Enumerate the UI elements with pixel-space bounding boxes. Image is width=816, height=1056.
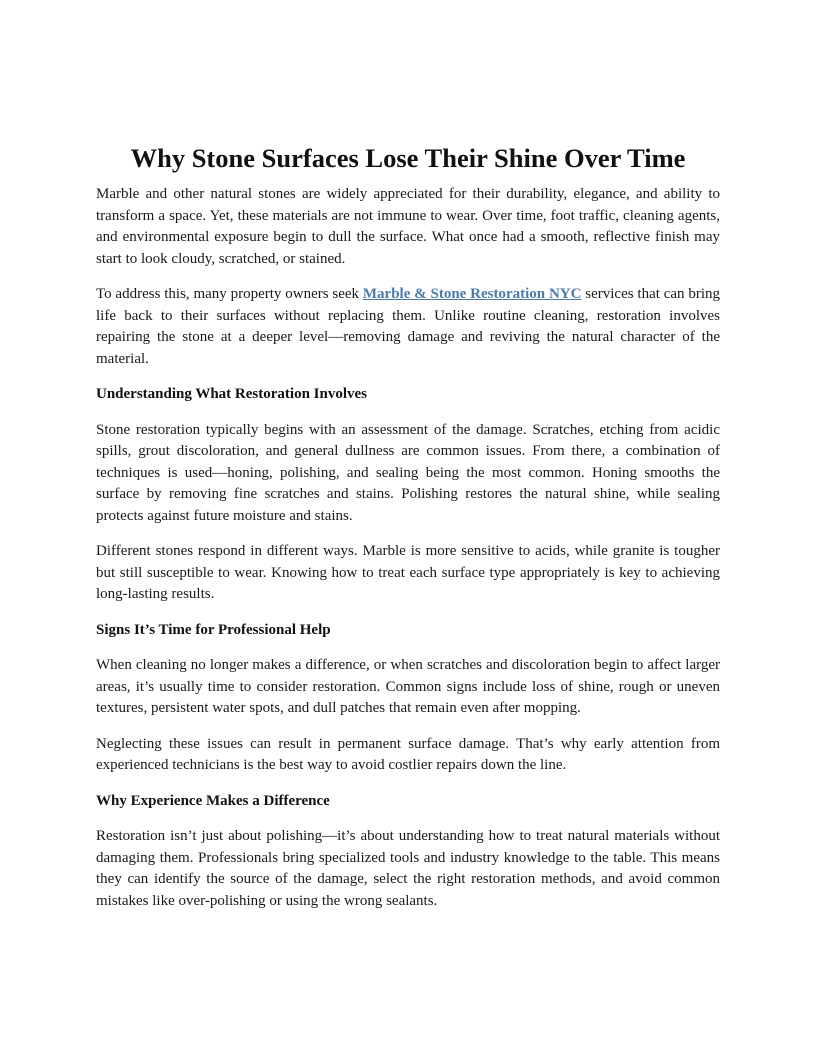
marble-stone-restoration-link[interactable]: Marble & Stone Restoration NYC (362, 286, 582, 302)
section2-paragraph-2: Neglecting these issues can result in permanent surface damage. That’s why early attention from experienced technicians is the best way to avoid costlier repairs down the line. (96, 735, 720, 773)
section-heading-experience: Why Experience Makes a Difference (96, 792, 330, 809)
intro-paragraph-1: Marble and other natural stones are widely appreciated for their durability, elegance, and ability to transform a space. Yet, these materials are not immune to wear. Over time, foot traffic, cleaning agents, and environmental exposure begin to dull the surface. What once had a smooth, reflective finish may start to look cloudy, scratched, or stained. (96, 186, 720, 267)
intro-paragraph-2-before: To address this, many property owners seek (96, 286, 363, 302)
section3-paragraph-1: Restoration isn’t just about polishing—it’s about understanding how to treat natural materials without damaging them. Professionals bring specialized tools and industry knowledge to the table. This means they can identify the source of the damage, select the right restoration methods, and avoid common mistakes like over-polishing or using the wrong sealants. (96, 828, 720, 909)
intro-paragraph-2 (96, 284, 720, 370)
document-page (96, 140, 720, 926)
section1-paragraph-2: Different stones respond in different ways. Marble is more sensitive to acids, while granite is tougher but still susceptible to wear. Knowing how to treat each surface type appropriately is key to achieving long-lasting results. (96, 543, 720, 602)
section-heading-restoration: Understanding What Restoration Involves (96, 386, 368, 402)
intro-paragraph-2-after: services that can bring life back to their surfaces without replacing them. Unlike routine cleaning, restoration involves repairing the stone at a deeper level—removing damage and reviving the natural character of the material. (96, 286, 721, 367)
section1-paragraph-1: Stone restoration typically begins with an assessment of the damage. Scratches, etching from acidic spills, grout discoloration, and general dullness are common issues. From there, a combination of techniques is used—honing, polishing, and sealing being the most common. Honing smooths the surface by removing fine scratches and stains. Polishing restores the natural shine, while sealing protects against future moisture and stains. (96, 421, 720, 524)
section-heading-signs: Signs It’s Time for Professional Help (96, 621, 331, 638)
page-title: Why Stone Surfaces Lose Their Shine Over Time (130, 143, 686, 173)
section2-paragraph-1: When cleaning no longer makes a difference, or when scratches and discoloration begin to affect larger areas, it’s usually time to consider restoration. Common signs include loss of shine, rough or uneven textures, persistent water spots, and dull patches that remain even after mopping. (96, 657, 720, 716)
